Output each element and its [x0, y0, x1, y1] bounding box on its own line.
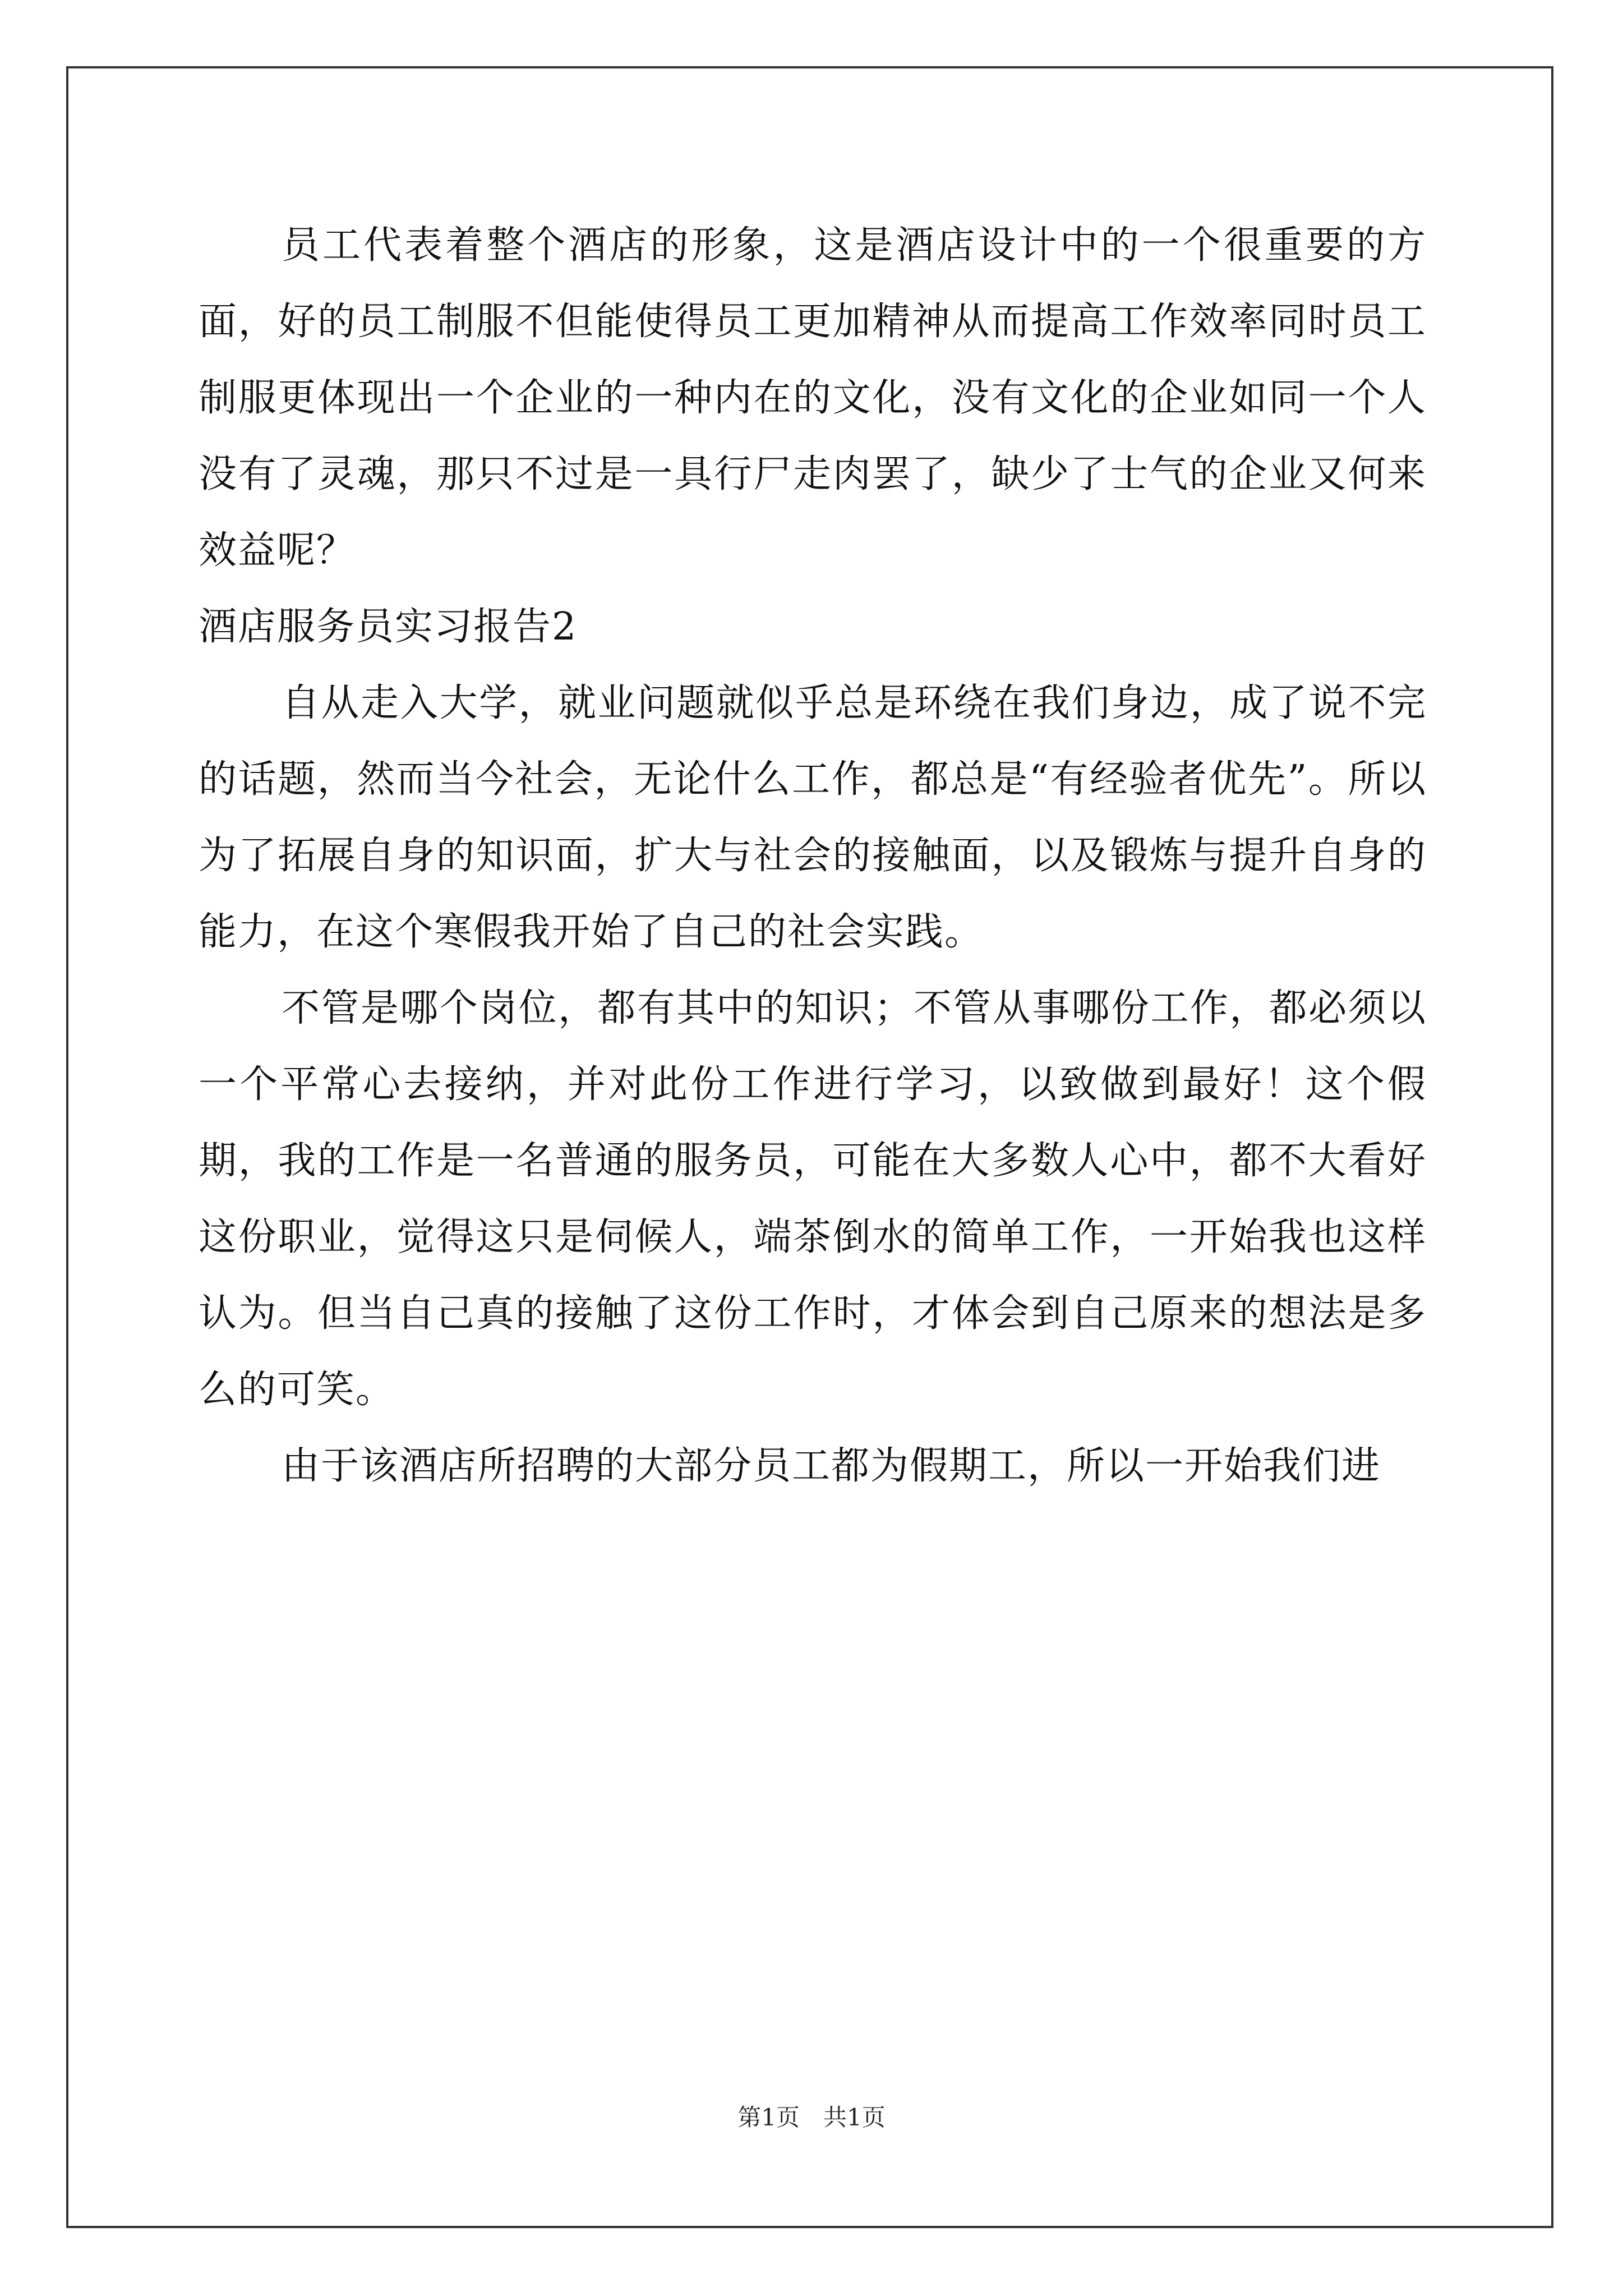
- document-body: [199, 208, 1427, 1504]
- paragraph-1: 员工代表着整个酒店的形象，这是酒店设计中的一个很重要的方面，好的员工制服不但能使得员工更加精神从而提高工作效率同时员工制服更体现出一个企业的一种内在的文化，没有文化的企业如同一个人没有了灵魂，那只不过是一具行尸走肉罢了，缺少了士气的企业又何来效益呢？: [199, 223, 1427, 573]
- paragraph-3: 不管是哪个岗位，都有其中的知识；不管从事哪份工作，都必须以一个平常心去接纳，并对此份工作进行学习，以致做到最好！这个假期，我的工作是一名普通的服务员，可能在大多数人心中，都不大看好这份职业，觉得这只是伺候人，端茶倒水的简单工作，一开始我也这样认为。但当自己真的接触了这份工作时，才体会到自己原来的想法是多么的可笑。: [199, 986, 1427, 1412]
- paragraph-2: 自从走入大学，就业问题就似乎总是环绕在我们身边，成了说不完的话题，然而当今社会，无论什么工作，都总是“有经验者优先”。所以为了拓展自身的知识面，扩大与社会的接触面，以及锻炼与提升自身的能力，在这个寒假我开始了自己的社会实践。: [199, 681, 1427, 954]
- section-heading: 酒店服务员实习报告2: [199, 605, 578, 649]
- page-footer: 第1页 共1页: [737, 2104, 886, 2131]
- paragraph-4: 由于该酒店所招聘的大部分员工都为假期工，所以一开始我们进: [282, 1444, 1381, 1488]
